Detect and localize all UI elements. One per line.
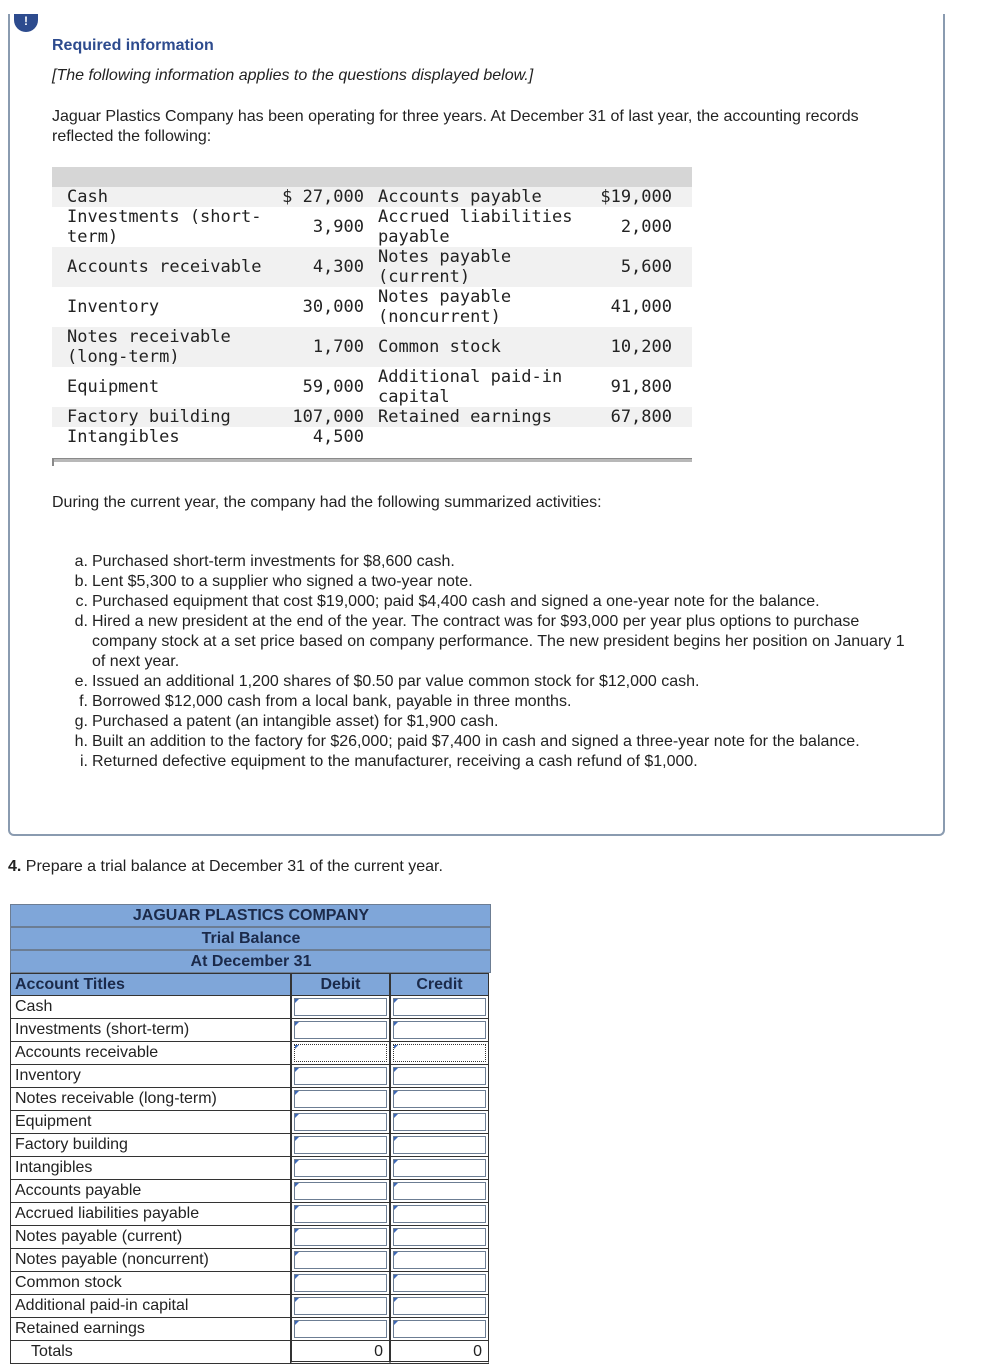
input-marker-icon bbox=[295, 1045, 299, 1049]
input-box[interactable] bbox=[294, 1113, 387, 1131]
tb-account-row bbox=[10, 1226, 491, 1249]
asset-amount: 59,000 bbox=[302, 377, 364, 397]
input-marker-icon bbox=[394, 1321, 398, 1325]
input-box[interactable] bbox=[294, 1274, 387, 1292]
input-marker-icon bbox=[295, 1160, 299, 1164]
input-marker-icon bbox=[394, 1022, 398, 1026]
liability-equity-amount: $19,000 bbox=[600, 187, 672, 207]
tb-account-row bbox=[10, 1318, 491, 1341]
asset-account-label: Cash bbox=[67, 187, 108, 207]
activity-letter: e. bbox=[74, 673, 88, 690]
input-box[interactable] bbox=[393, 1182, 486, 1200]
input-marker-icon bbox=[394, 1091, 398, 1095]
balances-header-bar bbox=[52, 167, 692, 187]
input-marker-icon bbox=[295, 999, 299, 1003]
input-box[interactable] bbox=[393, 1274, 486, 1292]
tb-account-title: Accrued liabilities payable bbox=[10, 1203, 291, 1226]
activity-text: Lent $5,300 to a supplier who signed a two-year note. bbox=[92, 573, 473, 590]
liability-equity-amount: 5,600 bbox=[620, 257, 672, 277]
tb-account-row bbox=[10, 1272, 491, 1295]
input-box[interactable] bbox=[294, 1067, 387, 1085]
liability-equity-label: Accounts payable bbox=[378, 187, 542, 207]
input-marker-icon bbox=[394, 1137, 398, 1141]
debit-input[interactable] bbox=[291, 1019, 390, 1042]
asset-amount: $ 27,000 bbox=[282, 187, 364, 207]
tb-date-row bbox=[10, 950, 491, 973]
debit-input[interactable] bbox=[291, 1088, 390, 1111]
credit-input[interactable] bbox=[390, 1203, 489, 1226]
tb-col-account: Account Titles bbox=[10, 973, 291, 996]
debit-input[interactable] bbox=[291, 1180, 390, 1203]
activity-item bbox=[70, 752, 910, 772]
input-marker-icon bbox=[394, 1252, 398, 1256]
debit-input[interactable] bbox=[291, 1157, 390, 1180]
asset-account-label: Inventory bbox=[67, 297, 160, 317]
asset-account-label: Intangibles bbox=[67, 427, 180, 447]
input-box[interactable] bbox=[294, 1251, 387, 1269]
liability-equity-label: Notes payable (noncurrent) bbox=[378, 287, 512, 327]
input-box[interactable] bbox=[393, 1067, 486, 1085]
intro-paragraph: Jaguar Plastics Company has been operating for three years. At December 31 of last year, the accounting records reflected the following: bbox=[52, 108, 859, 145]
tb-account-title: Cash bbox=[10, 996, 291, 1019]
input-marker-icon bbox=[295, 1298, 299, 1302]
activity-item bbox=[70, 572, 910, 592]
tb-account-row bbox=[10, 1065, 491, 1088]
input-marker-icon bbox=[394, 1160, 398, 1164]
tb-account-title: Retained earnings bbox=[10, 1318, 291, 1341]
debit-input[interactable] bbox=[291, 1318, 390, 1341]
input-box[interactable] bbox=[393, 1205, 486, 1223]
asset-account-label: Factory building bbox=[67, 407, 231, 427]
liability-equity-label: Additional paid-in capital bbox=[378, 367, 563, 407]
input-box[interactable] bbox=[393, 1044, 486, 1062]
activity-letter: f. bbox=[79, 693, 88, 710]
input-box[interactable] bbox=[393, 1136, 486, 1154]
activity-item bbox=[70, 732, 910, 752]
credit-input[interactable] bbox=[390, 1042, 489, 1065]
debit-input[interactable] bbox=[291, 996, 390, 1019]
tb-account-title: Accounts receivable bbox=[10, 1042, 291, 1065]
debit-input[interactable] bbox=[291, 1226, 390, 1249]
input-box[interactable] bbox=[393, 1320, 486, 1338]
credit-input[interactable] bbox=[390, 1272, 489, 1295]
liability-equity-label: Accrued liabilities payable bbox=[378, 207, 573, 247]
asset-amount: 4,500 bbox=[312, 427, 364, 447]
liability-equity-amount: 10,200 bbox=[610, 337, 672, 357]
activity-item bbox=[70, 692, 910, 712]
tb-account-title: Common stock bbox=[10, 1272, 291, 1295]
tb-totals-row bbox=[10, 1341, 491, 1364]
tb-account-title: Notes payable (noncurrent) bbox=[10, 1249, 291, 1272]
activity-letter: d. bbox=[74, 613, 88, 630]
liability-equity-amount: 41,000 bbox=[610, 297, 672, 317]
input-box[interactable] bbox=[294, 1182, 387, 1200]
tb-account-row bbox=[10, 1088, 491, 1111]
opening-balances-table bbox=[52, 167, 692, 463]
tb-col-debit: Debit bbox=[291, 973, 390, 996]
liability-equity-amount: 67,800 bbox=[610, 407, 672, 427]
activity-letter: b. bbox=[74, 573, 88, 590]
liability-equity-label: Retained earnings bbox=[378, 407, 552, 427]
input-box[interactable] bbox=[393, 998, 486, 1016]
total-credit: 0 bbox=[390, 1341, 489, 1364]
required-info-heading: Required information bbox=[52, 37, 214, 54]
input-marker-icon bbox=[295, 1229, 299, 1233]
activity-letter: h. bbox=[74, 733, 88, 750]
debit-input[interactable] bbox=[291, 1249, 390, 1272]
activity-letter: g. bbox=[74, 713, 88, 730]
question-text: Prepare a trial balance at December 31 of the current year. bbox=[25, 858, 443, 875]
input-box[interactable] bbox=[393, 1113, 486, 1131]
activity-item bbox=[70, 612, 910, 672]
asset-amount: 4,300 bbox=[312, 257, 364, 277]
balance-row bbox=[52, 407, 692, 427]
tb-account-title: Investments (short-term) bbox=[10, 1019, 291, 1042]
total-debit: 0 bbox=[291, 1341, 390, 1364]
balance-row bbox=[52, 427, 692, 447]
question-number: 4. bbox=[8, 858, 22, 875]
input-box[interactable] bbox=[393, 1297, 486, 1315]
debit-input[interactable] bbox=[291, 1272, 390, 1295]
debit-input[interactable] bbox=[291, 1042, 390, 1065]
input-box[interactable] bbox=[294, 1021, 387, 1039]
tb-account-title: Notes payable (current) bbox=[10, 1226, 291, 1249]
tb-totals-label: Totals bbox=[10, 1341, 291, 1364]
asset-amount: 30,000 bbox=[302, 297, 364, 317]
activity-letter: i. bbox=[80, 753, 88, 770]
input-marker-icon bbox=[295, 1275, 299, 1279]
asset-amount: 107,000 bbox=[292, 407, 364, 427]
credit-input[interactable] bbox=[390, 1088, 489, 1111]
tb-account-row bbox=[10, 1295, 491, 1318]
activity-text: Issued an additional 1,200 shares of $0.50 par value common stock for $12,000 cash. bbox=[92, 673, 700, 690]
input-marker-icon bbox=[394, 1229, 398, 1233]
tb-title-row bbox=[10, 927, 491, 950]
input-marker-icon bbox=[295, 1114, 299, 1118]
input-box[interactable] bbox=[294, 1090, 387, 1108]
tb-account-title: Equipment bbox=[10, 1111, 291, 1134]
input-marker-icon bbox=[295, 1022, 299, 1026]
activity-text: Returned defective equipment to the manufacturer, receiving a cash refund of $1,000. bbox=[92, 753, 698, 770]
input-box[interactable] bbox=[393, 1090, 486, 1108]
input-marker-icon bbox=[295, 1137, 299, 1141]
input-box[interactable] bbox=[294, 998, 387, 1016]
tb-title: Trial Balance bbox=[201, 930, 301, 947]
tb-account-row bbox=[10, 1180, 491, 1203]
tb-account-title: Factory building bbox=[10, 1134, 291, 1157]
input-marker-icon bbox=[394, 1068, 398, 1072]
credit-input[interactable] bbox=[390, 1134, 489, 1157]
credit-input[interactable] bbox=[390, 1226, 489, 1249]
tb-account-title: Intangibles bbox=[10, 1157, 291, 1180]
tb-account-title: Notes receivable (long-term) bbox=[10, 1088, 291, 1111]
asset-amount: 3,900 bbox=[312, 217, 364, 237]
tb-date: At December 31 bbox=[190, 953, 312, 970]
balance-row bbox=[52, 207, 692, 247]
input-box[interactable] bbox=[294, 1228, 387, 1246]
tb-account-title: Accounts payable bbox=[10, 1180, 291, 1203]
question-4 bbox=[8, 858, 443, 876]
tb-account-row bbox=[10, 1134, 491, 1157]
credit-input[interactable] bbox=[390, 1249, 489, 1272]
required-info-subheading: [The following information applies to the questions displayed below.] bbox=[52, 67, 534, 84]
activity-letter: c. bbox=[75, 593, 88, 610]
input-box[interactable] bbox=[393, 1228, 486, 1246]
activity-item bbox=[70, 592, 910, 612]
activity-letter: a. bbox=[74, 553, 88, 570]
input-box[interactable] bbox=[393, 1021, 486, 1039]
activity-text: Borrowed $12,000 cash from a local bank, payable in three months. bbox=[92, 693, 572, 710]
liability-equity-label: Common stock bbox=[378, 337, 501, 357]
activity-item bbox=[70, 712, 910, 732]
asset-amount: 1,700 bbox=[312, 337, 364, 357]
liability-equity-label: Notes payable (current) bbox=[378, 247, 512, 287]
input-marker-icon bbox=[295, 1321, 299, 1325]
activities-intro: During the current year, the company had the following summarized activities: bbox=[52, 494, 602, 511]
credit-input[interactable] bbox=[390, 1295, 489, 1318]
asset-account-label: Investments (short- term) bbox=[67, 207, 262, 247]
balance-row bbox=[52, 327, 692, 367]
input-marker-icon bbox=[295, 1183, 299, 1187]
input-marker-icon bbox=[394, 1298, 398, 1302]
debit-input[interactable] bbox=[291, 1134, 390, 1157]
tb-company-row bbox=[10, 904, 491, 927]
balance-row bbox=[52, 287, 692, 327]
input-box[interactable] bbox=[294, 1205, 387, 1223]
activity-text: Purchased short-term investments for $8,600 cash. bbox=[92, 553, 455, 570]
input-marker-icon bbox=[394, 1114, 398, 1118]
liability-equity-amount: 91,800 bbox=[610, 377, 672, 397]
debit-input[interactable] bbox=[291, 1203, 390, 1226]
input-marker-icon bbox=[295, 1206, 299, 1210]
tb-account-row bbox=[10, 996, 491, 1019]
input-box[interactable] bbox=[393, 1251, 486, 1269]
input-box[interactable] bbox=[294, 1320, 387, 1338]
tb-col-credit: Credit bbox=[390, 973, 489, 996]
debit-input[interactable] bbox=[291, 1065, 390, 1088]
debit-input[interactable] bbox=[291, 1295, 390, 1318]
tb-account-title: Inventory bbox=[10, 1065, 291, 1088]
activity-item bbox=[70, 672, 910, 692]
credit-input[interactable] bbox=[390, 1065, 489, 1088]
balance-row bbox=[52, 247, 692, 287]
input-box[interactable] bbox=[294, 1136, 387, 1154]
credit-input[interactable] bbox=[390, 1019, 489, 1042]
credit-input[interactable] bbox=[390, 1157, 489, 1180]
input-marker-icon bbox=[394, 999, 398, 1003]
credit-input[interactable] bbox=[390, 996, 489, 1019]
input-marker-icon bbox=[295, 1252, 299, 1256]
balance-row bbox=[52, 187, 692, 207]
input-marker-icon bbox=[295, 1068, 299, 1072]
credit-input[interactable] bbox=[390, 1318, 489, 1341]
asset-account-label: Notes receivable (long-term) bbox=[67, 327, 231, 367]
input-marker-icon bbox=[394, 1206, 398, 1210]
tb-account-row bbox=[10, 1111, 491, 1134]
credit-input[interactable] bbox=[390, 1111, 489, 1134]
asset-account-label: Accounts receivable bbox=[67, 257, 262, 277]
input-box[interactable] bbox=[393, 1159, 486, 1177]
tb-company: JAGUAR PLASTICS COMPANY bbox=[132, 907, 370, 924]
balances-bottom-rule bbox=[52, 458, 692, 462]
input-box[interactable] bbox=[294, 1044, 387, 1062]
activity-text: Built an addition to the factory for $26,000; paid $7,400 in cash and signed a three-year note for the balance. bbox=[92, 733, 860, 750]
input-marker-icon bbox=[394, 1183, 398, 1187]
debit-input[interactable] bbox=[291, 1111, 390, 1134]
tb-account-title: Additional paid-in capital bbox=[10, 1295, 291, 1318]
credit-input[interactable] bbox=[390, 1180, 489, 1203]
activities-list bbox=[70, 552, 910, 772]
tb-account-row bbox=[10, 1157, 491, 1180]
balance-row bbox=[52, 367, 692, 407]
tb-account-row bbox=[10, 1042, 491, 1065]
activity-text: Purchased equipment that cost $19,000; paid $4,400 cash and signed a one-year note for the balance. bbox=[92, 593, 820, 610]
alert-icon: ! bbox=[14, 14, 38, 32]
tb-account-row bbox=[10, 1249, 491, 1272]
input-box[interactable] bbox=[294, 1297, 387, 1315]
input-marker-icon bbox=[295, 1091, 299, 1095]
activity-text: Purchased a patent (an intangible asset) for $1,900 cash. bbox=[92, 713, 499, 730]
tb-account-row bbox=[10, 1019, 491, 1042]
liability-equity-amount: 2,000 bbox=[620, 217, 672, 237]
balances-rule-tick bbox=[52, 458, 54, 466]
asset-account-label: Equipment bbox=[67, 377, 160, 397]
tb-column-header-row bbox=[10, 973, 491, 996]
activity-text: Hired a new president at the end of the year. The contract was for $93,000 per year plus options to purchase company stock at a set price based on company performance. The new president begins her position on January 1 of next year. bbox=[92, 613, 905, 670]
tb-account-row bbox=[10, 1203, 491, 1226]
input-marker-icon bbox=[394, 1045, 398, 1049]
activity-item bbox=[70, 552, 910, 572]
input-box[interactable] bbox=[294, 1159, 387, 1177]
input-marker-icon bbox=[394, 1275, 398, 1279]
